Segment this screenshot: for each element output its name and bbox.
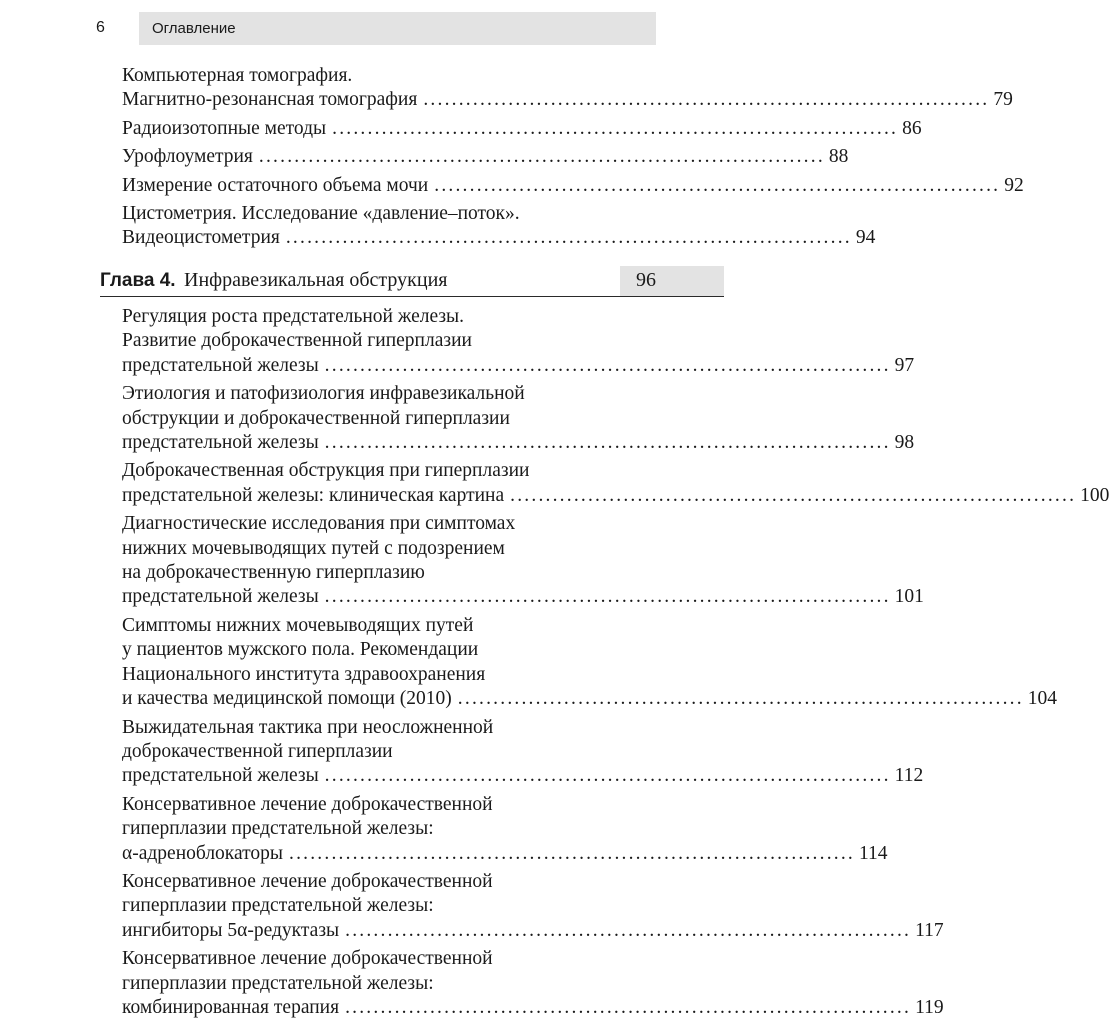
toc-entry <box>122 174 1024 198</box>
toc-entry-text: Видеоцистометрия <box>122 227 280 249</box>
toc-entry-page-number: 117 <box>915 919 944 941</box>
dot-leader: ................................................................................ <box>324 354 891 376</box>
chapter-label: Глава 4. <box>100 270 176 291</box>
toc-entry-line: Национального института здравоохранения <box>122 663 486 685</box>
toc-entry-line: на доброкачественную гиперплазию <box>122 562 425 584</box>
toc-entry-last-line <box>122 687 1058 711</box>
toc-section-chapter-4 <box>122 305 1109 1024</box>
toc-entry-text: предстательной железы <box>122 354 319 376</box>
toc-entry-text: ингибиторы 5α-редуктазы <box>122 919 340 941</box>
toc-entry-text: предстательной железы: клиническая картина <box>122 484 505 506</box>
toc-entry-last-line <box>122 919 944 943</box>
toc-entry-line: у пациентов мужского пола. Рекомендации <box>122 639 479 661</box>
toc-entry-text: предстательной железы <box>122 432 319 454</box>
toc-entry <box>122 512 924 610</box>
toc-entry <box>122 716 924 789</box>
dot-leader: ................................................................................ <box>345 996 912 1018</box>
toc-entry-page-number: 98 <box>894 432 915 454</box>
toc-entry-line: Компьютерная томография. <box>122 65 353 86</box>
toc-entry-last-line <box>122 842 888 866</box>
toc-entry-page-number: 101 <box>894 586 924 608</box>
toc-entry-page-number: 86 <box>902 117 922 139</box>
header-bar <box>139 12 656 45</box>
toc-entry <box>122 870 944 943</box>
toc-entry-text: предстательной железы <box>122 765 319 787</box>
toc-entry-page-number: 114 <box>859 842 888 864</box>
toc-entry-line: гиперплазии предстательной железы: <box>122 972 434 994</box>
toc-entry-text: Магнитно-резонансная томография <box>122 89 418 111</box>
toc-entry-last-line <box>122 174 1024 198</box>
toc-entry-line: Выжидательная тактика при неосложненной <box>122 716 494 738</box>
dot-leader: ................................................................................ <box>510 484 1077 506</box>
toc-entry-last-line <box>122 484 1109 508</box>
chapter-title: Инфравезикальная обструкция <box>184 269 448 291</box>
toc-entry-page-number: 94 <box>855 227 876 249</box>
toc-entry-line: доброкачественной гиперплазии <box>122 740 393 762</box>
toc-entry-page-number: 97 <box>894 354 915 376</box>
toc-entry-line: Консервативное лечение доброкачественной <box>122 948 493 970</box>
toc-entry-line: Консервативное лечение доброкачественной <box>122 870 493 892</box>
toc-entry-text: α-адреноблокаторы <box>122 842 283 864</box>
toc-entry-text: Измерение остаточного объема мочи <box>122 174 429 196</box>
toc-entry-line: Цистометрия. Исследование «давление–поток». <box>122 203 520 225</box>
toc-entry-last-line <box>122 996 944 1020</box>
toc-entry-line: гиперплазии предстательной железы: <box>122 818 434 840</box>
toc-entry-last-line <box>122 585 924 609</box>
dot-leader: ................................................................................ <box>345 919 912 941</box>
toc-entry-page-number: 88 <box>828 146 849 168</box>
dot-leader: ................................................................................ <box>258 146 825 168</box>
toc-entry-text: комбинированная терапия <box>122 996 340 1018</box>
toc-entry <box>122 614 1058 712</box>
toc-entry-line: Развитие доброкачественной гиперплазии <box>122 330 472 352</box>
toc-entry-line: Регуляция роста предстательной железы. <box>122 306 465 327</box>
toc-entry <box>122 64 1013 113</box>
toc-entry-page-number: 112 <box>894 765 924 787</box>
chapter-page-box <box>620 266 724 296</box>
toc-entry-text: Урофлоуметрия <box>122 146 253 168</box>
toc-entry <box>122 305 915 378</box>
chapter-heading <box>100 266 724 297</box>
dot-leader: ................................................................................ <box>457 688 1024 710</box>
toc-entry-line: Консервативное лечение доброкачественной <box>122 793 493 815</box>
toc-section-previous <box>122 64 1024 255</box>
toc-entry <box>122 459 1109 508</box>
dot-leader: ................................................................................ <box>332 117 899 139</box>
toc-entry-last-line <box>122 764 924 788</box>
toc-entry-line: обструкции и доброкачественной гиперплазии <box>122 407 510 429</box>
toc-entry-last-line <box>122 88 1013 112</box>
toc-entry-page-number: 100 <box>1080 484 1109 506</box>
dot-leader: ................................................................................ <box>324 586 891 608</box>
running-header <box>96 12 656 45</box>
dot-leader: ................................................................................ <box>324 432 891 454</box>
toc-entry-page-number: 104 <box>1027 688 1058 710</box>
toc-entry-text: и качества медицинской помощи (2010) <box>122 688 452 710</box>
toc-entry-page-number: 79 <box>993 89 1013 111</box>
chapter-page-number: 96 <box>636 269 656 291</box>
toc-entry-line: нижних мочевыводящих путей с подозрением <box>122 537 505 559</box>
dot-leader: ................................................................................ <box>324 765 891 787</box>
toc-entry <box>122 202 876 251</box>
toc-entry-last-line <box>122 431 915 455</box>
page-number: 6 <box>96 19 105 36</box>
toc-entry <box>122 117 922 141</box>
toc-entry <box>122 947 944 1020</box>
toc-entry-last-line <box>122 226 876 250</box>
dot-leader: ................................................................................ <box>285 227 852 249</box>
toc-entry-text: Радиоизотопные методы <box>122 117 327 139</box>
toc-entry-line: Симптомы нижних мочевыводящих путей <box>122 614 474 636</box>
toc-entry-last-line <box>122 354 915 378</box>
dot-leader: ................................................................................ <box>423 89 990 111</box>
toc-entry-page-number: 92 <box>1004 174 1024 196</box>
toc-entry-last-line <box>122 117 922 141</box>
dot-leader: ................................................................................ <box>289 842 855 864</box>
toc-entry-last-line <box>122 145 849 169</box>
toc-entry <box>122 145 849 169</box>
toc-entry <box>122 793 888 866</box>
toc-entry-text: предстательной железы <box>122 586 319 608</box>
toc-entry-line: Этиология и патофизиология инфравезикальной <box>122 383 525 405</box>
dot-leader: ................................................................................ <box>434 174 1001 196</box>
toc-entry-line: Доброкачественная обструкция при гиперплазии <box>122 460 530 482</box>
toc-entry-line: Диагностические исследования при симптомах <box>122 513 516 535</box>
toc-entry <box>122 382 915 455</box>
toc-entry-page-number: 119 <box>915 996 944 1018</box>
toc-entry-line: гиперплазии предстательной железы: <box>122 895 434 917</box>
running-header-title: Оглавление <box>152 20 236 37</box>
